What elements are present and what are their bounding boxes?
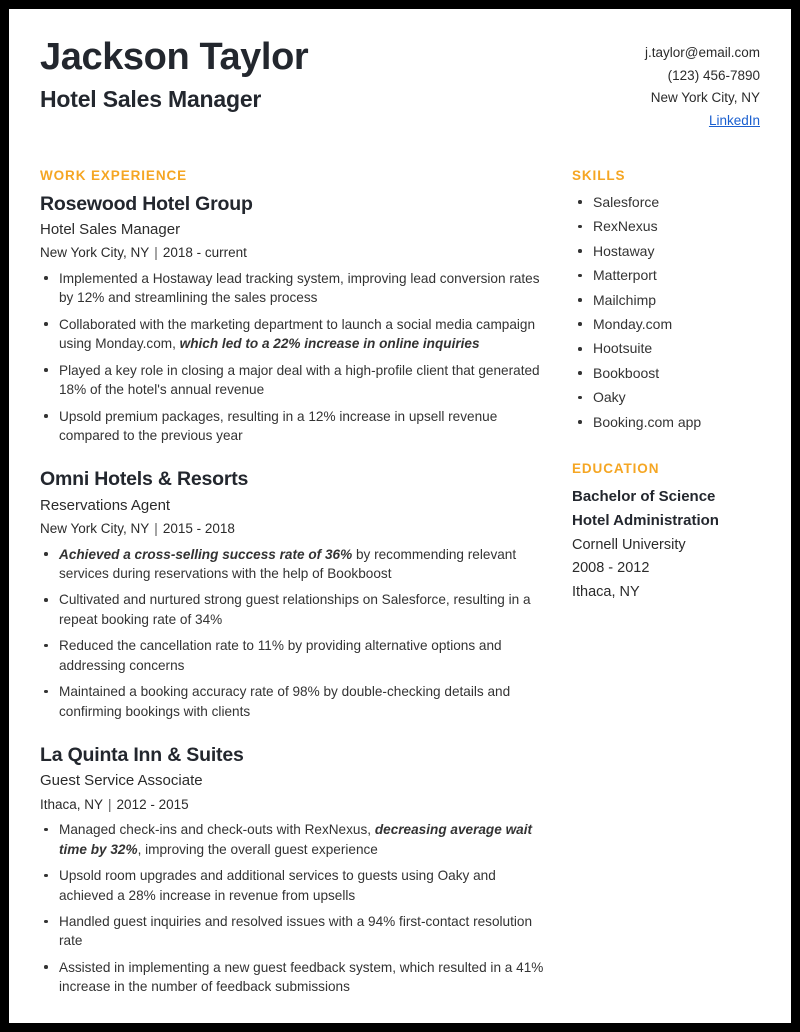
job-bullet bbox=[40, 866, 552, 905]
skill-item: Oaky bbox=[572, 387, 782, 408]
contact-email[interactable]: j.taylor@email.com bbox=[645, 45, 760, 60]
education-dates: 2008 - 2012 bbox=[572, 560, 650, 577]
bullet-text: by recommending relevant services during reservations with the help of Bookboost bbox=[59, 546, 517, 581]
education-field: Hotel Administration bbox=[572, 512, 719, 530]
skill-item: Matterport bbox=[572, 265, 782, 286]
skill-item: Mailchimp bbox=[572, 290, 782, 311]
job-meta bbox=[40, 519, 552, 539]
job-bullet bbox=[40, 912, 552, 951]
work-experience-list bbox=[40, 192, 552, 997]
section-heading-skills: SKILLS bbox=[572, 167, 626, 183]
job-bullet bbox=[40, 636, 552, 675]
job-entry bbox=[40, 467, 552, 721]
job-bullet-list bbox=[40, 545, 552, 722]
job-dates: 2012 - 2015 bbox=[116, 796, 189, 812]
contact-phone[interactable]: (123) 456-7890 bbox=[667, 67, 760, 83]
skills-list bbox=[572, 192, 782, 433]
education-degree: Bachelor of Science bbox=[572, 488, 716, 506]
job-meta bbox=[40, 795, 552, 815]
job-organization: Rosewood Hotel Group bbox=[40, 192, 253, 215]
job-role: Reservations Agent bbox=[40, 496, 171, 514]
sidebar-column bbox=[572, 168, 782, 632]
contact-block bbox=[645, 35, 761, 133]
job-location: New York City, NY bbox=[40, 245, 150, 261]
job-meta-separator: | bbox=[108, 796, 112, 812]
job-bullet bbox=[40, 590, 552, 629]
job-role: Hotel Sales Manager bbox=[40, 221, 181, 239]
main-column bbox=[40, 168, 552, 997]
skill-item: Hootsuite bbox=[572, 338, 782, 359]
section-heading-education: EDUCATION bbox=[572, 461, 660, 477]
job-dates: 2015 - 2018 bbox=[162, 521, 235, 536]
skills-section bbox=[572, 168, 782, 433]
bullet-text: Reduced the cancellation rate to 11% by providing alternative options and addressing concerns bbox=[59, 638, 502, 673]
skill-item: Hostaway bbox=[572, 241, 782, 262]
bullet-text: , improving the overall guest experience bbox=[137, 841, 378, 857]
identity-block bbox=[40, 35, 308, 114]
resume-page bbox=[9, 9, 791, 1023]
job-organization: La Quinta Inn & Suites bbox=[40, 744, 244, 767]
bullet-text: Collaborated with the marketing department to launch a social media campaign using Monday.com, bbox=[59, 316, 536, 352]
skill-item: Monday.com bbox=[572, 314, 782, 335]
job-bullet-list bbox=[40, 269, 552, 446]
bullet-text: Handled guest inquiries and resolved issues with a 94% first-contact resolution rate bbox=[59, 914, 533, 949]
job-meta-separator: | bbox=[154, 245, 158, 261]
job-organization: Omni Hotels & Resorts bbox=[40, 468, 249, 491]
skill-item: RexNexus bbox=[572, 216, 782, 237]
resume-header bbox=[40, 31, 761, 133]
bullet-emphasis: Achieved a cross-selling success rate of 36% bbox=[59, 546, 353, 562]
job-bullet bbox=[40, 361, 552, 400]
job-bullet bbox=[40, 958, 552, 997]
bullet-text: Cultivated and nurtured strong guest relationships on Salesforce, resulting in a repeat booking rate of 34% bbox=[59, 592, 531, 627]
section-heading-work-experience: WORK EXPERIENCE bbox=[40, 167, 188, 183]
bullet-text: Played a key role in closing a major deal with a high-profile client that generated 18% of the hotel's annual revenue bbox=[59, 362, 540, 398]
job-meta-separator: | bbox=[154, 521, 158, 536]
job-bullet bbox=[40, 315, 552, 354]
job-bullet bbox=[40, 820, 552, 859]
contact-location: New York City, NY bbox=[650, 90, 760, 106]
skill-item: Salesforce bbox=[572, 192, 782, 213]
job-meta bbox=[40, 243, 552, 263]
linkedin-link[interactable]: LinkedIn bbox=[708, 113, 760, 129]
bullet-text: Assisted in implementing a new guest feedback system, which resulted in a 41% increase in the number of feedback submissions bbox=[59, 959, 544, 995]
headline-job-title: Hotel Sales Manager bbox=[40, 86, 262, 113]
job-location: Ithaca, NY bbox=[40, 796, 104, 812]
education-section bbox=[572, 461, 782, 604]
page-title: Jackson Taylor bbox=[40, 36, 309, 78]
skill-item: Booking.com app bbox=[572, 412, 782, 433]
job-bullet-list bbox=[40, 820, 552, 997]
bullet-text: Upsold premium packages, resulting in a 12% increase in upsell revenue compared to the previous year bbox=[59, 408, 498, 443]
job-bullet bbox=[40, 407, 552, 446]
job-bullet bbox=[40, 269, 552, 308]
bullet-text: Upsold room upgrades and additional services to guests using Oaky and achieved a 28% increase in revenue from upsells bbox=[59, 868, 496, 903]
bullet-text: Managed check-ins and check-outs with RexNexus, bbox=[59, 822, 375, 838]
job-role: Guest Service Associate bbox=[40, 772, 203, 790]
education-institution: Cornell University bbox=[572, 536, 686, 553]
job-entry bbox=[40, 743, 552, 997]
job-bullet bbox=[40, 545, 552, 584]
job-dates: 2018 - current bbox=[162, 245, 247, 261]
job-bullet bbox=[40, 682, 552, 721]
skill-item: Bookboost bbox=[572, 363, 782, 384]
bullet-text: Implemented a Hostaway lead tracking system, improving lead conversion rates by 12% and streamlining the sales process bbox=[59, 270, 540, 306]
content-columns bbox=[40, 168, 761, 997]
job-location: New York City, NY bbox=[40, 521, 150, 536]
bullet-emphasis: decreasing average wait time by 32% bbox=[59, 822, 533, 857]
education-location: Ithaca, NY bbox=[572, 583, 640, 600]
job-entry bbox=[40, 192, 552, 446]
bullet-text: Maintained a booking accuracy rate of 98% by double-checking details and confirming bookings with clients bbox=[59, 684, 511, 719]
bullet-emphasis: which led to a 22% increase in online inquiries bbox=[179, 336, 480, 352]
